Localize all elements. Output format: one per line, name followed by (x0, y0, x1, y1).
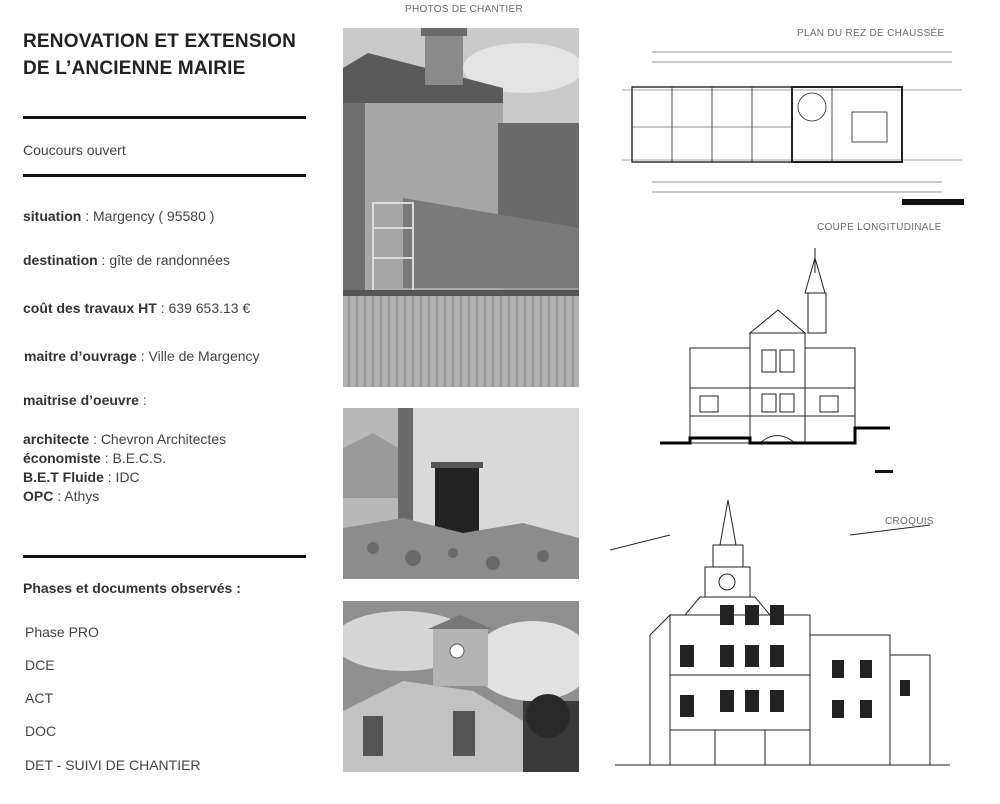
divider-3 (23, 555, 306, 558)
client-label: maitre d’ouvrage (24, 348, 137, 364)
project-title-line1: RENOVATION ET EXTENSION (23, 31, 297, 52)
team-member: B.E.T Fluide : IDC (23, 469, 140, 485)
situation-label: situation (23, 208, 82, 224)
destination-label: destination (23, 252, 98, 268)
moe-value: : (138, 392, 147, 408)
team-member: économiste : B.E.C.S. (23, 450, 167, 466)
phase-item: Phase PRO (25, 624, 99, 640)
ground-floor-plan (612, 42, 972, 214)
caption-coupe: COUPE LONGITUDINALE (817, 222, 942, 233)
cost-label: coût des travaux HT (23, 300, 157, 316)
longitudinal-section (650, 238, 895, 478)
info-client (24, 348, 260, 364)
situation-value: : Margency ( 95580 ) (81, 208, 215, 224)
croquis-sketch (610, 495, 955, 785)
team-member: OPC : Athys (23, 488, 100, 504)
moe-label: maitrise d’oeuvre (23, 392, 139, 408)
phase-item: ACT (25, 690, 53, 706)
divider-2 (23, 174, 306, 177)
site-photo-demolition (343, 408, 579, 579)
info-situation (23, 208, 214, 224)
info-destination (23, 252, 230, 268)
competition-status: Coucours ouvert (23, 142, 126, 158)
caption-croquis: CROQUIS (885, 516, 934, 527)
phase-item: DOC (25, 723, 57, 739)
team-list (23, 430, 226, 506)
caption-plan: PLAN DU REZ DE CHAUSSÉE (797, 28, 945, 39)
divider-1 (23, 116, 306, 119)
client-value: : Ville de Margency (136, 348, 260, 364)
info-cost (23, 300, 250, 316)
site-photo-mairie (343, 601, 579, 772)
project-title-line2: DE L’ANCIENNE MAIRIE (23, 58, 246, 79)
site-photo-facade (343, 28, 579, 387)
phase-item: DCE (25, 657, 55, 673)
caption-photos: PHOTOS DE CHANTIER (405, 4, 524, 15)
phases-title: Phases et documents observés : (23, 580, 241, 596)
phase-item: DET - SUIVI DE CHANTIER (25, 757, 201, 773)
team-member: architecte : Chevron Architectes (23, 431, 227, 447)
info-moe (23, 392, 147, 408)
cost-value: : 639 653.13 € (156, 300, 251, 316)
project-title (23, 28, 323, 82)
destination-value: : gîte de randonnées (97, 252, 230, 268)
